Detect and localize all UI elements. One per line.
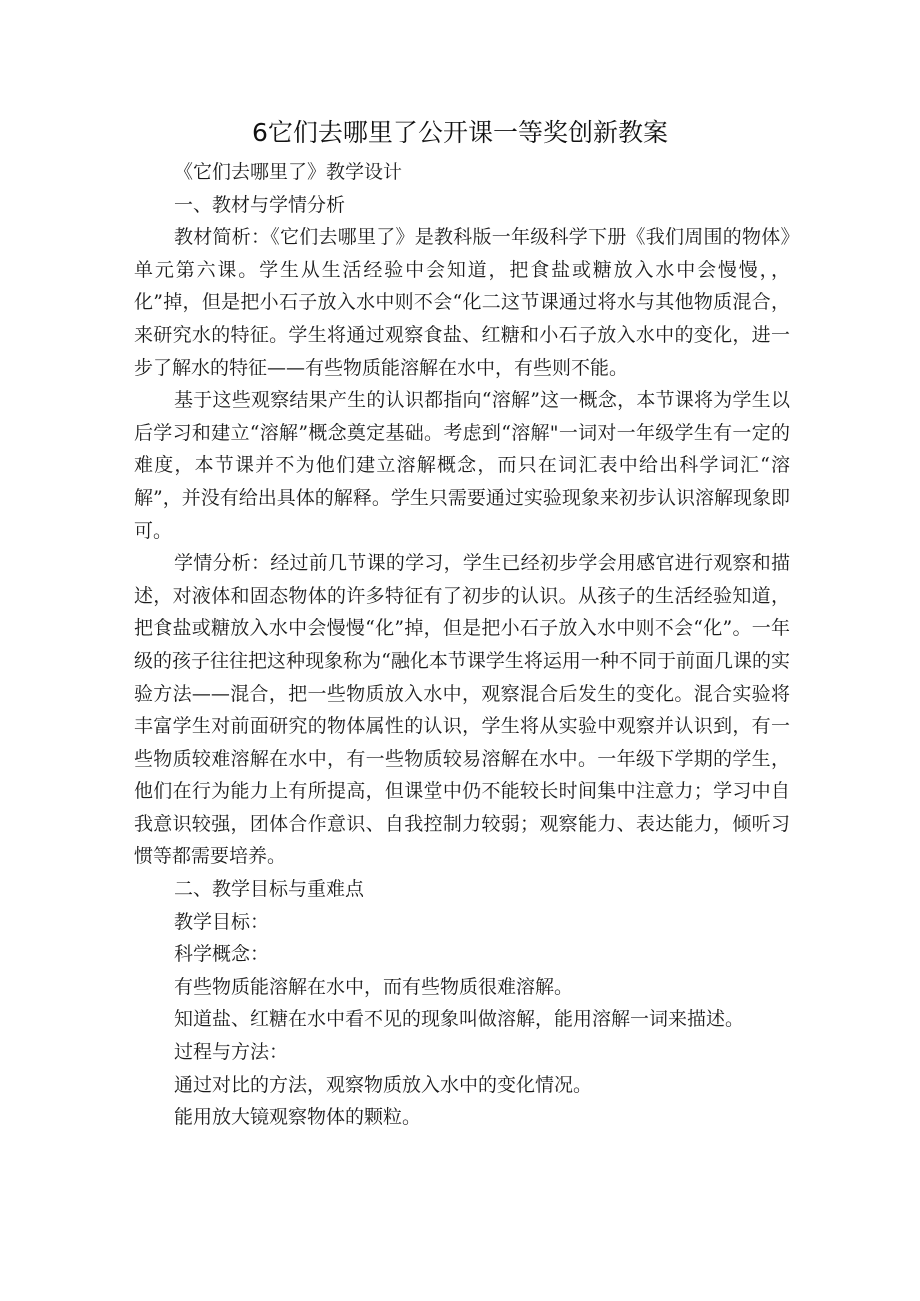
section-heading-analysis: 一、教材与学情分析 [174, 193, 346, 216]
process-label: 过程与方法： [174, 1041, 289, 1064]
design-title: 《它们去哪里了》教学设计 [174, 161, 403, 183]
document-body [134, 156, 790, 1134]
section-heading-goals: 二、教学目标与重难点 [174, 878, 365, 901]
paragraph-textbook-analysis: 教材简析：《它们去哪里了》是教科版一年级科学下册《我们周围的物体》单元第六课。学生从生活经验中会知道，把食盐或糖放入水中会慢慢，，化”掉，但是把小石子放入水中则不会“化二这节课通过将水与其他物质混合，来研究水的特征。学生将通过观察食盐、红糖和小石子放入水中的变化，进一步了解水的特征——有些物质能溶解在水中，有些则不能。 [134, 226, 790, 379]
goals-label: 教学目标： [174, 910, 270, 933]
process-item-2: 能用放大镜观察物体的颗粒。 [174, 1106, 422, 1129]
paragraph-concept-basis: 基于这些观察结果产生的认识都指向“溶解”这一概念，本节课将为学生以后学习和建立“溶解”概念奠定基础。考虑到“溶解"一词对一年级学生有一定的难度，本节课并不为他们建立溶解概念，而只在词汇表中给出科学词汇“溶解”，并没有给出具体的解释。学生只需要通过实验现象来初步认识溶解现象即可。 [134, 389, 790, 542]
document-title: 6它们去哪里了公开课一等奖创新教案 [252, 118, 668, 147]
concept-item-2: 知道盐、红糖在水中看不见的现象叫做溶解，能用溶解一词来描述。 [174, 1008, 745, 1031]
concept-item-1: 有些物质能溶解在水中，而有些物质很难溶解。 [174, 975, 574, 998]
process-item-1: 通过对比的方法，观察物质放入水中的变化情况。 [174, 1073, 593, 1096]
paragraph-student-analysis: 学情分析：经过前几节课的学习，学生已经初步学会用感官进行观察和描述，对液体和固态物体的许多特征有了初步的认识。从孩子的生活经验知道，把食盐或糖放入水中会慢慢“化”掉，但是把小石子放入水中则不会“化”。一年级的孩子往往把这种现象称为“融化本节课学生将运用一种不同于前面几课的实验方法——混合，把一些物质放入水中，观察混合后发生的变化。混合实验将丰富学生对前面研究的物体属性的认识，学生将从实验中观察并认识到，有一些物质较难溶解在水中，有一些物质较易溶解在水中。一年级下学期的学生，他们在行为能力上有所提高，但课堂中仍不能较长时间集中注意力；学习中自我意识较强，团体合作意识、自我控制力较弱；观察能力、表达能力，倾听习惯等都需要培养。 [134, 552, 790, 868]
concept-label: 科学概念： [174, 943, 270, 966]
